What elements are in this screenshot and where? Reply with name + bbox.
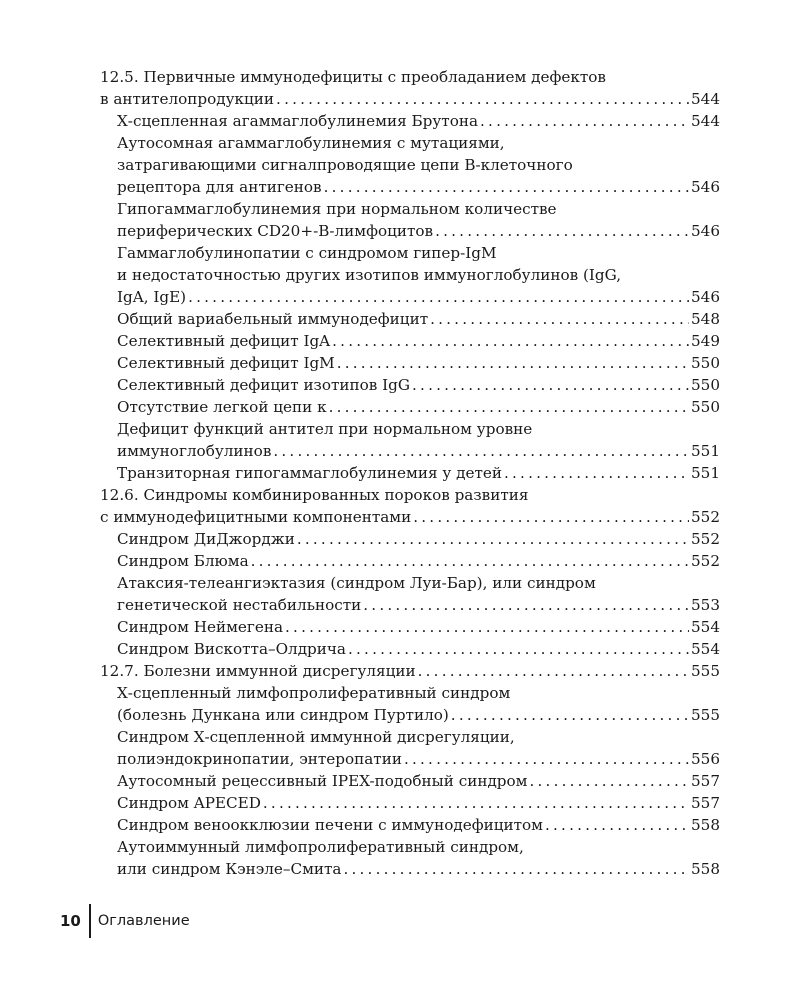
toc-entry-leader-line: [117, 594, 720, 616]
toc-entry-leader-line: [117, 286, 720, 308]
toc-entry-leader-line: [117, 110, 720, 132]
dot-leader: [480, 110, 689, 132]
toc-subentry[interactable]: [100, 396, 720, 418]
toc-entry-title: в антителопродукции: [100, 90, 275, 108]
toc-subentry[interactable]: [100, 814, 720, 836]
toc-entry-title: генетической нестабильности: [117, 596, 362, 614]
toc-subentry[interactable]: [100, 308, 720, 330]
toc-page-number: 554: [691, 640, 720, 658]
footer-section-label: Оглавление: [97, 913, 190, 929]
toc-page-number: 546: [691, 178, 720, 196]
toc-entry-title: Синдром APECED: [117, 794, 261, 812]
toc-page-number: 546: [691, 288, 720, 306]
toc-page-number: 558: [691, 860, 720, 878]
dot-leader: [504, 462, 689, 484]
toc-entry-text-line: Атаксия-телеангиэктазия (синдром Луи-Бар), или синдром: [117, 574, 596, 592]
dot-leader: [529, 770, 689, 792]
page-number: 10: [60, 912, 81, 930]
toc-entry-leader-line: [117, 396, 720, 418]
toc-entry-leader-line: [117, 440, 720, 462]
toc-subentry[interactable]: [100, 616, 720, 638]
toc-section-entry[interactable]: [100, 484, 720, 528]
toc-entry-text-line: и недостаточностью других изотипов иммуноглобулинов (IgG,: [117, 266, 622, 284]
dot-leader: [348, 638, 689, 660]
toc-subentry[interactable]: [100, 132, 720, 198]
toc-entry-text-line: 12.6. Синдромы комбинированных пороков развития: [100, 486, 529, 504]
toc-subentry[interactable]: [100, 528, 720, 550]
toc-entry-title: (болезнь Дункана или синдром Пуртило): [117, 706, 449, 724]
toc-page-number: 552: [691, 508, 720, 526]
toc-entry-title: Аутосомный рецессивный IPEX-подобный синдром: [117, 772, 528, 790]
dot-leader: [285, 616, 689, 638]
toc-entry-text-line: Синдром Х-сцепленной иммунной дисрегуляции,: [117, 728, 515, 746]
dot-leader: [263, 792, 689, 814]
dot-leader: [404, 748, 689, 770]
toc-section-entry[interactable]: [100, 66, 720, 110]
toc-page-number: 544: [691, 90, 720, 108]
toc-entry-text-line: Аутоиммунный лимфопролиферативный синдром,: [117, 838, 524, 856]
toc-subentry[interactable]: [100, 726, 720, 770]
toc-subentry[interactable]: [100, 374, 720, 396]
toc-page-number: 548: [691, 310, 720, 328]
toc-entry-title: Селективный дефицит IgA: [117, 332, 331, 350]
toc-page-number: 550: [691, 398, 720, 416]
page-footer: [60, 904, 190, 938]
toc-entry-title: рецептора для антигенов: [117, 178, 322, 196]
toc-subentry[interactable]: [100, 572, 720, 616]
toc-entry-title: Синдром Блюма: [117, 552, 249, 570]
toc-subentry[interactable]: [100, 638, 720, 660]
toc-entry-leader-line: [117, 462, 720, 484]
toc-entry-leader-line: [117, 330, 720, 352]
dot-leader: [337, 352, 689, 374]
toc-entry-text-line: 12.5. Первичные иммунодефициты с преобладанием дефектов: [100, 68, 606, 86]
dot-leader: [188, 286, 689, 308]
toc-entry-title: Селективный дефицит IgM: [117, 354, 335, 372]
toc-page-number: 557: [691, 794, 720, 812]
toc-entry-title: полиэндокринопатии, энтеропатии: [117, 750, 402, 768]
toc-page-number: 550: [691, 376, 720, 394]
dot-leader: [451, 704, 689, 726]
toc-entry-leader-line: [117, 528, 720, 550]
dot-leader: [324, 176, 689, 198]
toc-entry-title: иммуноглобулинов: [117, 442, 272, 460]
toc-page-number: 546: [691, 222, 720, 240]
dot-leader: [413, 506, 689, 528]
toc-entry-leader-line: [117, 374, 720, 396]
toc-entry-leader-line: [117, 220, 720, 242]
toc-entry-title: Синдром Неймегена: [117, 618, 284, 636]
toc-entry-text-line: Х-сцепленный лимфопролиферативный синдром: [117, 684, 511, 702]
toc-page-number: 556: [691, 750, 720, 768]
toc-entry-title: Общий вариабельный иммунодефицит: [117, 310, 429, 328]
toc-subentry[interactable]: [100, 330, 720, 352]
toc-entry-leader-line: [100, 88, 720, 110]
toc-entry-text-line: Гипогаммаглобулинемия при нормальном количестве: [117, 200, 557, 218]
toc-page-number: 555: [691, 662, 720, 680]
toc-entry-leader-line: [117, 550, 720, 572]
toc-entry-leader-line: [117, 308, 720, 330]
dot-leader: [412, 374, 689, 396]
dot-leader: [435, 220, 689, 242]
toc-entry-title: Синдром Вискотта–Олдрича: [117, 640, 346, 658]
toc-entry-title: Отсутствие легкой цепи κ: [117, 398, 327, 416]
dot-leader: [363, 594, 689, 616]
toc-subentry[interactable]: [100, 198, 720, 242]
toc-entry-title: Синдром ДиДжорджи: [117, 530, 295, 548]
toc-entry-title: Селективный дефицит изотипов IgG: [117, 376, 411, 394]
toc-page-number: 557: [691, 772, 720, 790]
toc-subentry[interactable]: [100, 682, 720, 726]
toc-entry-title: с иммунодефицитными компонентами: [100, 508, 412, 526]
dot-leader: [276, 88, 689, 110]
dot-leader: [297, 528, 689, 550]
toc-section-entry[interactable]: [100, 660, 720, 682]
toc-subentry[interactable]: [100, 836, 720, 880]
toc-subentry[interactable]: [100, 462, 720, 484]
toc-page-number: 552: [691, 552, 720, 570]
dot-leader: [545, 814, 689, 836]
toc-page-number: 544: [691, 112, 720, 130]
toc-page-number: 549: [691, 332, 720, 350]
toc-page-number: 551: [691, 442, 720, 460]
dot-leader: [343, 858, 689, 880]
toc-entry-leader-line: [117, 176, 720, 198]
toc-entry-text-line: Аутосомная агаммаглобулинемия с мутациями,: [117, 134, 505, 152]
toc-page-number: 553: [691, 596, 720, 614]
toc-entry-text-line: Дефицит функций антител при нормальном уровне: [117, 420, 533, 438]
dot-leader: [430, 308, 689, 330]
dot-leader: [329, 396, 689, 418]
toc-entry-leader-line: [100, 660, 720, 682]
toc-entry-title: периферических CD20+-В-лимфоцитов: [117, 222, 434, 240]
toc-page-number: 554: [691, 618, 720, 636]
toc-entry-leader-line: [117, 704, 720, 726]
toc-subentry[interactable]: [100, 792, 720, 814]
toc-page-number: 552: [691, 530, 720, 548]
toc-entry-leader-line: [100, 506, 720, 528]
toc-entry-title: Х-сцепленная агаммаглобулинемия Брутона: [117, 112, 479, 130]
toc-subentry[interactable]: [100, 418, 720, 462]
toc-entry-title: или синдром Кэнэле–Смита: [117, 860, 342, 878]
toc-page-number: 550: [691, 354, 720, 372]
toc-entry-text-line: затрагивающими сигналпроводящие цепи В-клеточного: [117, 156, 573, 174]
dot-leader: [251, 550, 689, 572]
toc-subentry[interactable]: [100, 550, 720, 572]
toc-entry-text-line: Гаммаглобулинопатии с синдромом гипер-IgM: [117, 244, 497, 262]
toc-subentry[interactable]: [100, 770, 720, 792]
toc-entry-leader-line: [117, 638, 720, 660]
toc-entry-leader-line: [117, 352, 720, 374]
dot-leader: [418, 660, 689, 682]
toc-entry-leader-line: [117, 616, 720, 638]
dot-leader: [273, 440, 689, 462]
toc-entry-leader-line: [117, 792, 720, 814]
toc-subentry[interactable]: [100, 352, 720, 374]
toc-entry-title: 12.7. Болезни иммунной дисрегуляции: [100, 662, 416, 680]
toc-entry-leader-line: [117, 770, 720, 792]
toc-entry-leader-line: [117, 814, 720, 836]
toc-page-number: 555: [691, 706, 720, 724]
toc-entry-title: IgA, IgE): [117, 288, 187, 306]
toc-entry-leader-line: [117, 858, 720, 880]
toc-page-number: 551: [691, 464, 720, 482]
table-of-contents: [100, 66, 720, 880]
toc-entry-leader-line: [117, 748, 720, 770]
toc-entry-title: Синдром веноокклюзии печени с иммунодефицитом: [117, 816, 543, 834]
toc-subentry[interactable]: [100, 110, 720, 132]
footer-divider: [89, 904, 91, 938]
toc-page-number: 558: [691, 816, 720, 834]
toc-subentry[interactable]: [100, 242, 720, 308]
dot-leader: [332, 330, 689, 352]
toc-entry-title: Транзиторная гипогаммаглобулинемия у детей: [117, 464, 502, 482]
